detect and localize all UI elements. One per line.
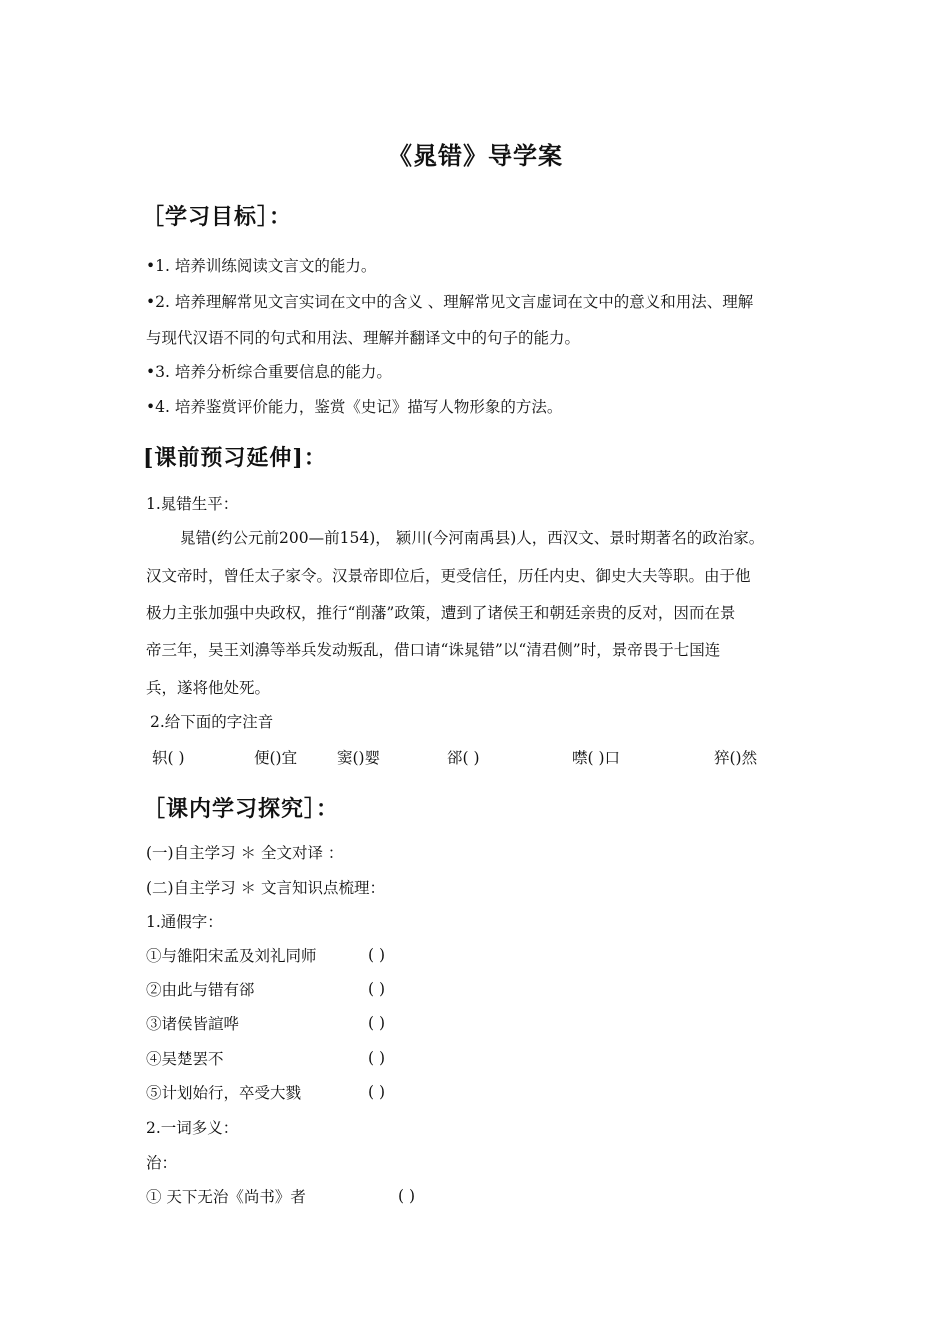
bio-line: 兵，遂将他处死。 (146, 679, 271, 697)
tongjia-item: ⑤计划始行，卒受大戮 (146, 1084, 302, 1102)
bio-line: 汉文帝时，曾任太子家令。汉景帝即位后，更受信任，历任内史、御史大夫等职。由于他 (146, 567, 751, 585)
answer-blank: ( ) (368, 1049, 386, 1067)
pinyin-blank: 郤( ) (447, 749, 480, 767)
pinyin-blank: 猝()然 (714, 749, 758, 767)
bio-line: 帝三年，吴王刘濞等举兵发动叛乱，借口请“诛晁错”以“清君侧”时，景帝畏于七国连 (146, 641, 721, 659)
answer-blank: ( ) (368, 980, 386, 998)
answer-blank: ( ) (368, 1014, 386, 1032)
section-heading-preview: [课前预习延伸]： (143, 445, 327, 471)
subheading-pinyin: 2.给下面的字注音 (150, 713, 274, 731)
answer-blank: ( ) (398, 1187, 416, 1205)
page-title: 《晁错》导学案 (388, 141, 563, 170)
goal-item: •3. 培养分析综合重要信息的能力。 (146, 363, 392, 381)
pinyin-row (0, 746, 950, 768)
goal-item: •2. 培养理解常见文言实词在文中的含义 、理解常见文言虚词在文中的意义和用法、理解 (146, 293, 754, 311)
answer-blank: ( ) (368, 946, 386, 964)
section-heading-explore: ［课内学习探究］： (143, 796, 340, 822)
study-line: (二)自主学习 ＊ 文言知识点梳理： (146, 879, 385, 897)
pinyin-blank: 窦()婴 (337, 749, 381, 767)
polysemy-heading: 2.一词多义： (146, 1119, 239, 1137)
goal-item: •1. 培养训练阅读文言文的能力。 (146, 257, 377, 275)
pinyin-blank: 轵( ) (152, 749, 185, 767)
tongjia-item: ③诸侯皆諠哗 (146, 1015, 240, 1033)
section-heading-goals: ［学习目标］： (142, 204, 293, 230)
pinyin-blank: 便()宜 (254, 749, 298, 767)
polysemy-word: 治： (146, 1154, 178, 1172)
tongjia-item: ②由此与错有郤 (146, 981, 255, 999)
pinyin-blank: 噤( )口 (572, 749, 621, 767)
study-line: 1.通假字： (146, 913, 223, 931)
bio-line: 晁错(约公元前200—前154)， 颍川(今河南禹县)人，西汉文、景时期著名的政治家。 (180, 529, 765, 547)
bio-line: 极力主张加强中央政权，推行“削藩”政策，遭到了诸侯王和朝廷亲贵的反对，因而在景 (146, 604, 736, 622)
study-line: (一)自主学习 ＊ 全文对译 ： (146, 844, 344, 862)
goal-item-continued: 与现代汉语不同的句式和用法、理解并翻译文中的句子的能力。 (146, 329, 581, 347)
answer-blank: ( ) (368, 1083, 386, 1101)
tongjia-item: ①与雒阳宋孟及刘礼同师 (146, 947, 317, 965)
goal-item: •4. 培养鉴赏评价能力，鉴赏《史记》描写人物形象的方法。 (146, 398, 563, 416)
polysemy-item: ① 天下无治《尚书》者 (146, 1188, 306, 1206)
subheading-biography: 1.晁错生平： (146, 495, 239, 513)
tongjia-item: ④吴楚罢不 (146, 1050, 224, 1068)
